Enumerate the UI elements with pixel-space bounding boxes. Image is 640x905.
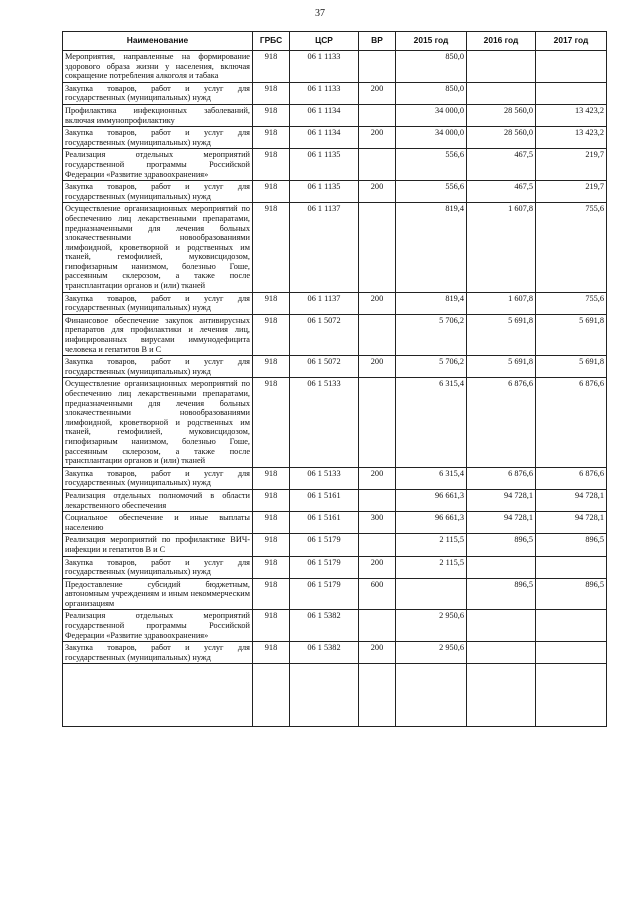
cell-2017: 13 423,2 — [536, 127, 607, 149]
cell-csr: 06 1 1135 — [290, 181, 359, 203]
cell-vr: 200 — [359, 181, 396, 203]
cell-csr: 06 1 1137 — [290, 292, 359, 314]
cell-name: Закупка товаров, работ и услуг для государственных (муниципальных) нужд — [63, 356, 253, 378]
cell-2016: 6 876,6 — [467, 378, 536, 467]
cell-2017: 896,5 — [536, 534, 607, 556]
table-row — [63, 149, 607, 181]
table-row — [63, 467, 607, 489]
cell-vr — [359, 314, 396, 355]
cell-name: Закупка товаров, работ и услуг для государственных (муниципальных) нужд — [63, 82, 253, 104]
cell-csr: 06 1 5161 — [290, 512, 359, 534]
cell-csr: 06 1 5072 — [290, 356, 359, 378]
cell-name: Закупка товаров, работ и услуг для государственных (муниципальных) нужд — [63, 467, 253, 489]
table-header-row — [63, 32, 607, 51]
table-row — [63, 489, 607, 511]
cell-grbs: 918 — [253, 489, 290, 511]
cell-2017: 5 691,8 — [536, 314, 607, 355]
cell-name: Осуществление организационных мероприятий по обеспечению лиц лекарственными препаратами, предназначенными для лечения больных злокачественными новообразованиями лимфоидной, кроветворной и родственных им тканей, гемофилией, муковисцидозом, гипофизарным нанизмом, болезнью Гоше, рассеянным склерозом, а также после трансплантации органов и (или) тканей — [63, 378, 253, 467]
cell-2015: 819,4 — [396, 292, 467, 314]
cell-2015: 34 000,0 — [396, 127, 467, 149]
cell-grbs: 918 — [253, 512, 290, 534]
cell-grbs: 918 — [253, 292, 290, 314]
column-header-csr: ЦСР — [290, 32, 359, 51]
cell-csr: 06 1 5161 — [290, 489, 359, 511]
cell-2015: 2 115,5 — [396, 556, 467, 578]
cell-2017: 13 423,2 — [536, 104, 607, 126]
table-empty-row — [63, 664, 607, 727]
cell-csr: 06 1 1137 — [290, 203, 359, 292]
cell-vr — [359, 51, 396, 83]
cell-2017: 6 876,6 — [536, 378, 607, 467]
cell-name: Финансовое обеспечение закупок антивирусных препаратов для профилактики и лечения лиц, инфицированных вирусами иммунодефицита человека и гепатитов В и С — [63, 314, 253, 355]
cell-2015 — [396, 578, 467, 610]
cell-csr: 06 1 5179 — [290, 578, 359, 610]
cell-grbs: 918 — [253, 578, 290, 610]
table-row — [63, 181, 607, 203]
cell-2017: 219,7 — [536, 149, 607, 181]
cell-name: Закупка товаров, работ и услуг для государственных (муниципальных) нужд — [63, 556, 253, 578]
cell-vr — [359, 489, 396, 511]
cell-2016 — [467, 642, 536, 664]
cell-2015: 5 706,2 — [396, 356, 467, 378]
table-row — [63, 292, 607, 314]
cell-2017: 755,6 — [536, 292, 607, 314]
table-row — [63, 104, 607, 126]
cell-vr — [359, 104, 396, 126]
cell-csr: 06 1 5179 — [290, 556, 359, 578]
cell-grbs: 918 — [253, 149, 290, 181]
column-header-grbs: ГРБС — [253, 32, 290, 51]
cell-2015: 34 000,0 — [396, 104, 467, 126]
cell-grbs: 918 — [253, 314, 290, 355]
cell-2015: 6 315,4 — [396, 378, 467, 467]
cell-vr: 200 — [359, 467, 396, 489]
cell-vr — [359, 378, 396, 467]
cell-grbs: 918 — [253, 467, 290, 489]
cell-2016: 6 876,6 — [467, 467, 536, 489]
table-row — [63, 203, 607, 292]
cell-2016: 896,5 — [467, 534, 536, 556]
cell-2016: 896,5 — [467, 578, 536, 610]
cell-vr: 600 — [359, 578, 396, 610]
cell-grbs: 918 — [253, 181, 290, 203]
table-row — [63, 642, 607, 664]
cell-csr: 06 1 5382 — [290, 610, 359, 642]
cell-grbs: 918 — [253, 203, 290, 292]
cell-2015: 96 661,3 — [396, 489, 467, 511]
cell-csr: 06 1 1133 — [290, 51, 359, 83]
cell-grbs: 918 — [253, 51, 290, 83]
cell-name: Закупка товаров, работ и услуг для государственных (муниципальных) нужд — [63, 642, 253, 664]
cell-2016 — [467, 82, 536, 104]
cell-vr — [359, 534, 396, 556]
cell-2016 — [467, 610, 536, 642]
cell-csr: 06 1 5072 — [290, 314, 359, 355]
cell-csr: 06 1 1134 — [290, 104, 359, 126]
cell-2015: 2 950,6 — [396, 610, 467, 642]
cell-grbs: 918 — [253, 378, 290, 467]
cell-vr: 300 — [359, 512, 396, 534]
cell-csr: 06 1 1134 — [290, 127, 359, 149]
cell-2015: 850,0 — [396, 82, 467, 104]
cell-2016 — [467, 51, 536, 83]
cell-2017 — [536, 642, 607, 664]
table-row — [63, 127, 607, 149]
cell-2016: 94 728,1 — [467, 512, 536, 534]
cell-2017: 94 728,1 — [536, 512, 607, 534]
cell-vr: 200 — [359, 356, 396, 378]
cell-name: Реализация отдельных полномочий в области лекарственного обеспечения — [63, 489, 253, 511]
table-row — [63, 314, 607, 355]
cell-vr — [359, 203, 396, 292]
cell-2016: 5 691,8 — [467, 314, 536, 355]
cell-2016: 467,5 — [467, 149, 536, 181]
column-header-vr: ВР — [359, 32, 396, 51]
cell-csr: 06 1 5179 — [290, 534, 359, 556]
cell-grbs: 918 — [253, 642, 290, 664]
cell-name: Предоставление субсидий бюджетным, автономным учреждениям и иным некоммерческим организациям — [63, 578, 253, 610]
cell-name: Реализация отдельных мероприятий государственной программы Российской Федерации «Развитие здравоохранения» — [63, 149, 253, 181]
cell-2015: 850,0 — [396, 51, 467, 83]
cell-csr: 06 1 5133 — [290, 467, 359, 489]
cell-2017: 5 691,8 — [536, 356, 607, 378]
table-row — [63, 534, 607, 556]
cell-csr: 06 1 1135 — [290, 149, 359, 181]
column-header-2016: 2016 год — [467, 32, 536, 51]
cell-name: Закупка товаров, работ и услуг для государственных (муниципальных) нужд — [63, 181, 253, 203]
cell-2017 — [536, 610, 607, 642]
cell-2016: 5 691,8 — [467, 356, 536, 378]
cell-2016: 1 607,8 — [467, 203, 536, 292]
cell-csr: 06 1 5382 — [290, 642, 359, 664]
budget-table — [62, 31, 607, 727]
table-row — [63, 51, 607, 83]
cell-vr: 200 — [359, 82, 396, 104]
column-header-2015: 2015 год — [396, 32, 467, 51]
cell-2015: 556,6 — [396, 149, 467, 181]
cell-name: Осуществление организационных мероприятий по обеспечению лиц лекарственными препаратами, предназначенными для лечения больных злокачественными новообразованиями лимфоидной, кроветворной и родственных им тканей, гемофилией, муковисцидозом, гипофизарным нанизмом, болезнью Гоше, рассеянным склерозом, а также после трансплантации органов и (или) тканей — [63, 203, 253, 292]
table-row — [63, 578, 607, 610]
cell-vr: 200 — [359, 556, 396, 578]
page-number: 37 — [315, 8, 325, 19]
cell-name: Реализация мероприятий по профилактике ВИЧ-инфекции и гепатитов В и С — [63, 534, 253, 556]
table-row — [63, 82, 607, 104]
cell-name: Мероприятия, направленные на формирование здорового образа жизни у населения, включая сокращение потребления алкоголя и табака — [63, 51, 253, 83]
cell-2016 — [467, 556, 536, 578]
cell-2017: 755,6 — [536, 203, 607, 292]
table-row — [63, 610, 607, 642]
cell-name: Реализация отдельных мероприятий государственной программы Российской Федерации «Развитие здравоохранения» — [63, 610, 253, 642]
cell-grbs: 918 — [253, 82, 290, 104]
table-row — [63, 512, 607, 534]
cell-2016: 28 560,0 — [467, 127, 536, 149]
cell-2016: 467,5 — [467, 181, 536, 203]
cell-2016: 1 607,8 — [467, 292, 536, 314]
cell-2016: 94 728,1 — [467, 489, 536, 511]
cell-2017 — [536, 556, 607, 578]
table-row — [63, 356, 607, 378]
column-header-2017: 2017 год — [536, 32, 607, 51]
cell-vr — [359, 149, 396, 181]
cell-2017: 219,7 — [536, 181, 607, 203]
cell-name: Закупка товаров, работ и услуг для государственных (муниципальных) нужд — [63, 292, 253, 314]
cell-2017 — [536, 51, 607, 83]
cell-2017 — [536, 82, 607, 104]
cell-2016: 28 560,0 — [467, 104, 536, 126]
cell-2015: 2 115,5 — [396, 534, 467, 556]
cell-csr: 06 1 5133 — [290, 378, 359, 467]
cell-2015: 819,4 — [396, 203, 467, 292]
cell-grbs: 918 — [253, 104, 290, 126]
cell-vr: 200 — [359, 127, 396, 149]
cell-2017: 94 728,1 — [536, 489, 607, 511]
cell-grbs: 918 — [253, 356, 290, 378]
cell-2015: 2 950,6 — [396, 642, 467, 664]
cell-csr: 06 1 1133 — [290, 82, 359, 104]
table-row — [63, 378, 607, 467]
cell-2015: 556,6 — [396, 181, 467, 203]
cell-2017: 6 876,6 — [536, 467, 607, 489]
table-row — [63, 556, 607, 578]
column-header-name: Наименование — [63, 32, 253, 51]
cell-name: Профилактика инфекционных заболеваний, включая иммунопрофилактику — [63, 104, 253, 126]
cell-grbs: 918 — [253, 610, 290, 642]
cell-grbs: 918 — [253, 556, 290, 578]
cell-2015: 96 661,3 — [396, 512, 467, 534]
cell-vr — [359, 610, 396, 642]
cell-2015: 5 706,2 — [396, 314, 467, 355]
cell-vr: 200 — [359, 292, 396, 314]
cell-name: Закупка товаров, работ и услуг для государственных (муниципальных) нужд — [63, 127, 253, 149]
cell-grbs: 918 — [253, 534, 290, 556]
cell-2015: 6 315,4 — [396, 467, 467, 489]
cell-2017: 896,5 — [536, 578, 607, 610]
cell-name: Социальное обеспечение и иные выплаты населению — [63, 512, 253, 534]
cell-grbs: 918 — [253, 127, 290, 149]
cell-vr: 200 — [359, 642, 396, 664]
